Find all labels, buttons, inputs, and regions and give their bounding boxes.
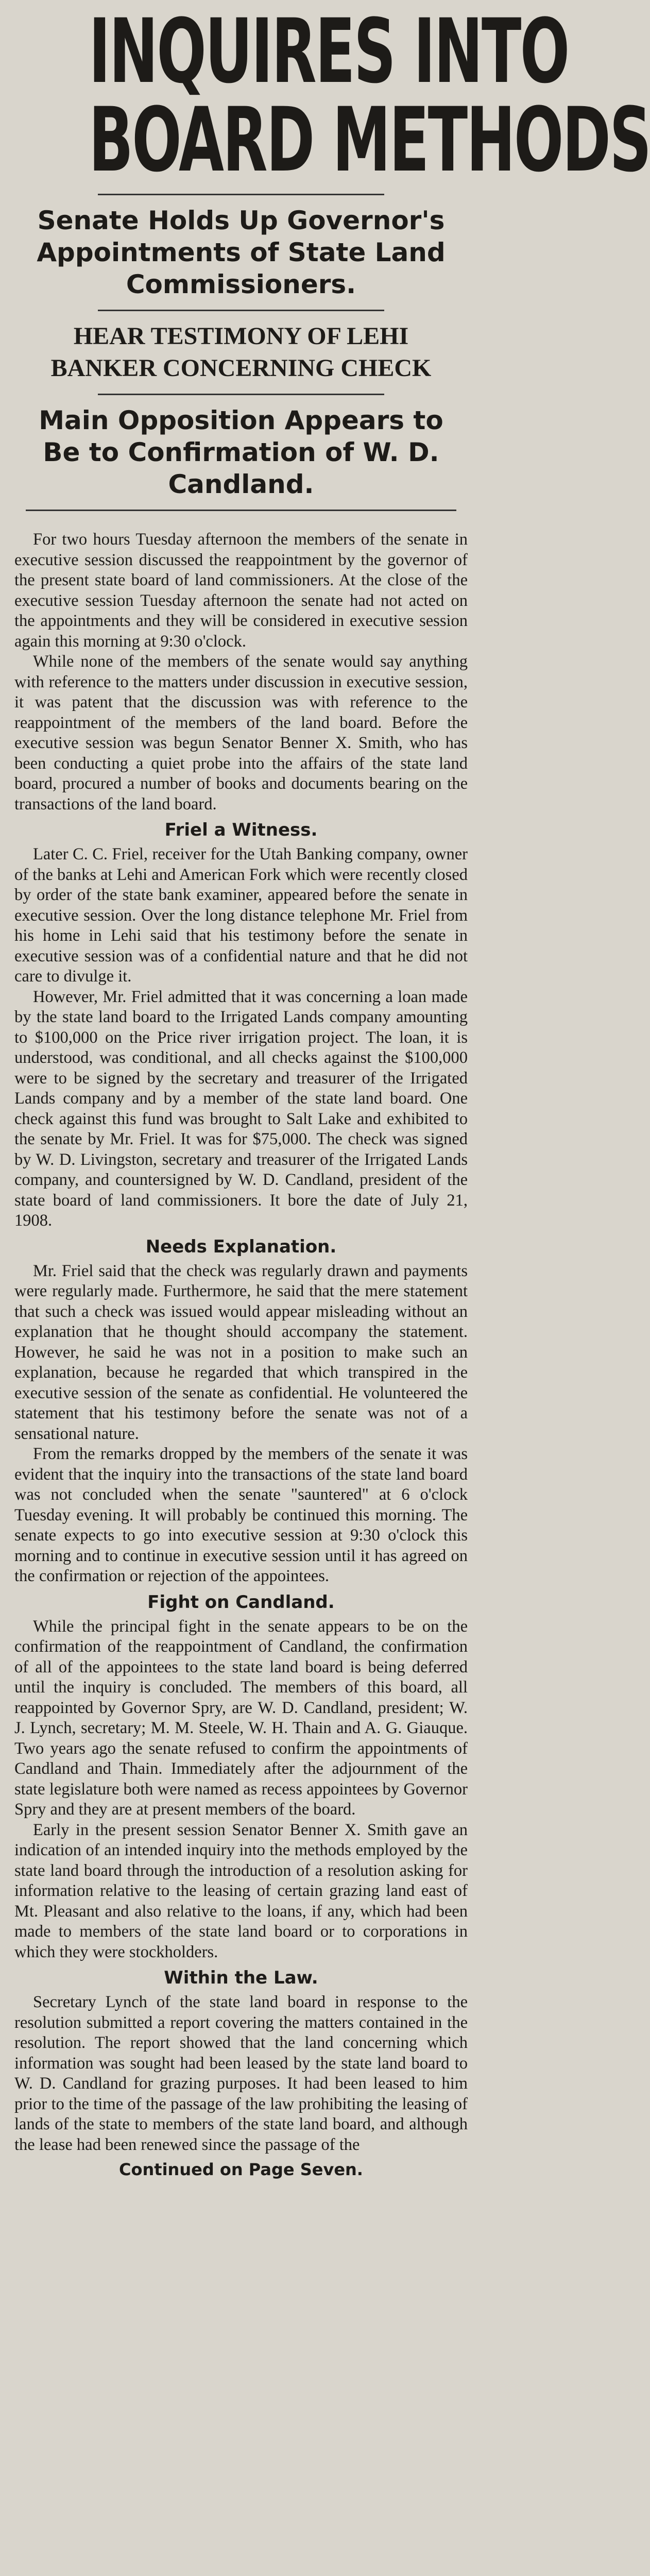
divider (98, 394, 384, 395)
divider (98, 310, 384, 311)
paragraph: While the principal fight in the senate appears to be on the confirmation of the reappointment of Candland, the confirmation of all of the appointees to the state land board is being deferred until the inquiry is concluded. The members of this board, all reappointed by Governor Spry, are W. D. Candland, president; W. J. Lynch, secretary; M. M. Steele, W. H. Thain and A. G. Giauque. Two years ago the senate refused to confirm the appointments of Candland and Thain. Immediately after the adjournment of the state legislature both were named as recess appointees by Governor Spry and they are at present members of the board. (14, 1617, 468, 1819)
paragraph: However, Mr. Friel admitted that it was concerning a loan made by the state land board to the Irrigated Lands company amounting to $100,000 on the Price river irrigation project. The loan, it is understood, was conditional, and all checks against the $100,000 were to be signed by the secretary and treasurer of the Irrigated Lands company and by a member of the state land board. One check against this fund was brought to Salt Lake and exhibited to the senate by Mr. Friel. It was for $75,000. The check was signed by W. D. Livingston, secretary and treasurer of the Irrigated Lands company, and countersigned by W. D. Candland, president of the state board of land commissioners. It bore the date of July 21, 1908. (14, 987, 468, 1230)
paragraph: Later C. C. Friel, receiver for the Utah Banking company, owner of the banks at Lehi and American Fork which were recently closed by order of the state bank examiner, appeared before the senate in executive session. Over the long distance telephone Mr. Friel from his home in Lehi said that his testimony before the senate in executive session was of a confidential nature and that he did not care to divulge it. (14, 845, 468, 986)
section-subhead: Friel a Witness. (164, 820, 318, 840)
deck-3: Main Opposition Appears to Be to Confirmation of W. D. Candland. (39, 405, 443, 499)
deck-1: Senate Holds Up Governor's Appointments of State Land Commissioners. (37, 206, 446, 299)
paragraph: Early in the present session Senator Benner X. Smith gave an indication of an intended inquiry into the methods employed by the state land board through the introduction of a resolution asking for information relative to the leasing of certain grazing land east of Mt. Pleasant and also relative to the loans, if any, which had been made to members of the state land board or to corporations in which they were stockholders. (14, 1820, 468, 1961)
divider (26, 510, 456, 511)
paragraph: Secretary Lynch of the state land board in response to the resolution submitted a report covering the matters contained in the resolution. The report showed that the land concerning which information was sought had been leased by the state land board to W. D. Candland for grazing purposes. It had been leased to him prior to the time of the passage of the law prohibiting the leasing of lands of the state to members of the state land board, and although the lease had been renewed since the passage of the (14, 1993, 468, 2154)
paragraph: From the remarks dropped by the members of the senate it was evident that the inquiry into the transactions of the state land board was not concluded when the senate "sauntered" at 6 o'clock Tuesday evening. It will probably be continued this morning. The senate expects to go into executive session at 9:30 o'clock this morning and to continue in executive session until it has agreed on the confirmation or rejection of the appointees. (14, 1445, 468, 1585)
continued-notice: Continued on Page Seven. (119, 2160, 363, 2179)
paragraph: While none of the members of the senate would say anything with reference to the matters under discussion in executive session, it was patent that the discussion was with reference to the reappointment of the members of the land board. Before the executive session was begun Senator Benner X. Smith, who has been conducting a quiet probe into the affairs of the state land board, procured a number of books and documents bearing on the transactions of the land board. (14, 652, 468, 814)
divider (98, 194, 384, 195)
article-body (14, 530, 468, 2180)
headline-line-1: INQUIRES INTO (89, 0, 569, 103)
headline-line-2: BOARD METHODS (89, 88, 650, 192)
headline (10, 0, 650, 192)
deck-2: HEAR TESTIMONY OF LEHI BANKER CONCERNING CHECK (50, 323, 432, 382)
paragraph: Mr. Friel said that the check was regularly drawn and payments were regularly made. Furthermore, he said that the mere statement that such a check was issued would appear misleading without an explanation that he thought should accompany the statement. However, he said he was not in a position to make such an explanation, because he regarded that which transpired in the executive session of the senate as confidential. He volunteered the statement that his testimony before the senate was not of a sensational nature. (14, 1261, 468, 1443)
paragraph: For two hours Tuesday afternoon the members of the senate in executive session discussed the reappointment by the governor of the present state board of land commissioners. At the close of the executive session Tuesday afternoon the senate had not acted on the appointments and they will be considered in executive session again this morning at 9:30 o'clock. (14, 530, 468, 651)
section-subhead: Within the Law. (164, 1968, 318, 1988)
section-subhead: Needs Explanation. (145, 1236, 337, 1257)
section-subhead: Fight on Candland. (147, 1591, 335, 1613)
